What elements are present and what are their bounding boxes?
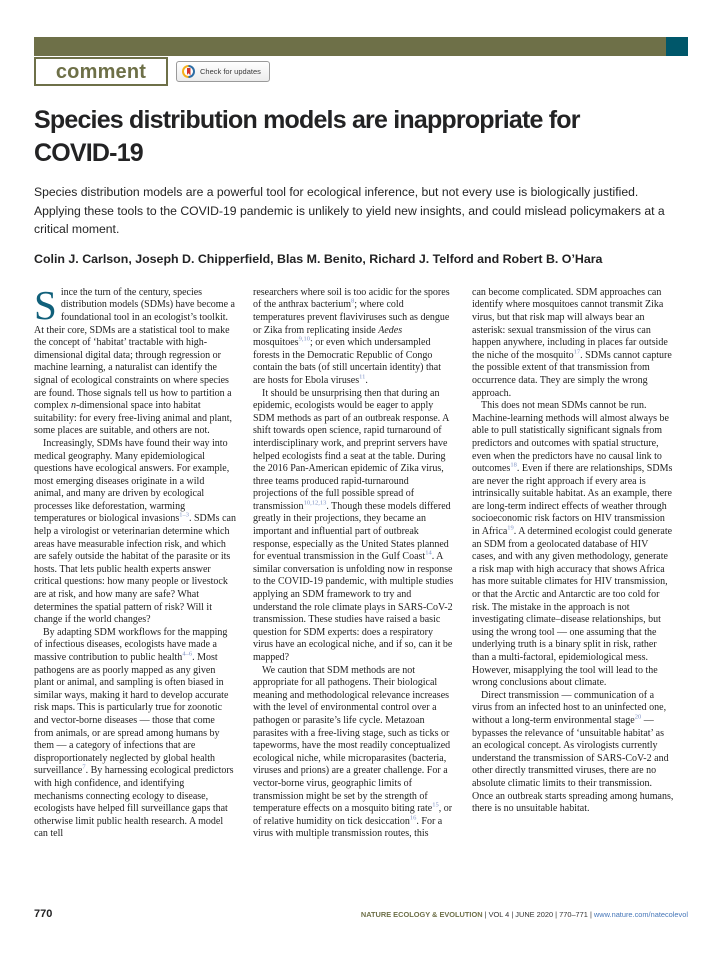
paragraph: researchers where soil is too acidic for the spores of the anthrax bacterium$^8$; where cold temperatures prevent flaviviruses such as dengue or Zika from replicating inside Aedes mosquitoes$^{9,10}$; or even which undersampled forests in the Democratic Republic of Congo contain the bats (of still uncertain identity) that are hosts for Ebola viruses$^{11}$. [253,286,450,386]
reference-marker: 9,10 [298,335,310,343]
reference-marker: 20 [634,713,642,721]
footer-url-link[interactable]: www.nature.com/natecolevol [593,910,688,919]
reference-marker: 19 [507,524,514,532]
reference-marker: 18 [510,461,517,469]
paragraph: Since the turn of the century, species distribution models (SDMs) have become a foundational tool in an ecologist’s toolkit. At their core, SDMs are a statistical tool to make the concept of ‘habitat’ tractable with high-dimensional digital data; through regression or machine learning, a naturalist can identify the signal of ecological constraints on where species are found. Those signals tell us how to partition a complex n-dimensional space into habitat suitability: for every free-living animal and plant, some places are suitable, and others are not. [34,281,235,437]
page-footer [34,908,688,920]
article-column-1 [34,281,236,841]
crossmark-icon [182,65,195,78]
section-color-bar [34,37,688,56]
italic-text: Aedes [378,324,403,336]
footer-journal-name: NATURE ECOLOGY & EVOLUTION [360,910,483,919]
reference-marker: 10,12,13 [303,499,327,507]
reference-marker: 15 [432,801,439,809]
title-line-1: Species distribution models are inappropriate for [34,106,580,134]
check-updates-button[interactable] [176,61,270,82]
footer-page-number: 770 [34,908,53,920]
reference-marker: 14 [425,549,432,557]
article-column-3 [472,287,674,841]
paragraph: It should be unsurprising then that during an epidemic, ecologists would be eager to apply SDM methods as part of an outbreak response. A shift towards open science, rapid turnaround of interdisciplinary work, and preprint servers have helped ecologists find a seat at the table. During the 2016 Pan-American epidemic of Zika virus, three teams produced rapid-turnaround projections of the full possible spread of transmission$^{10,12,13}$. Though these models differed greatly in their projections, they became an important and influential part of outbreak response, especially as the United States planned for eventual transmission in the Gulf Coast$^{14}$. A similar conversation is unfolding now in response to the COVID-19 pandemic, with multiple studies applying an SDM framework to try and understand the role climate plays in SARS-CoV-2 transmission. These studies have raised a basic question for SDM experts: does a respiratory virus have an ecological niche, and if so, can it be mapped? [253,387,454,663]
article-column-2 [253,287,455,841]
paragraph: We caution that SDM methods are not appropriate for all pathogens. Their biological meaning and methodological relevance increases with the level of environmental control over a pathogen or parasite’s life cycle. Metazoan parasites with a free-living stage, such as ticks or tapeworms, have the most readily conceptualized ecological niche, while microparasites (bacteria, viruses and prions) are a greater challenge. For a vector-borne virus, geographic limits of transmission might be set by the strength of temperature effects on a mosquito biting rate$^{15}$, or of relative humidity on tick desiccation$^{16}$. For a virus with multiple transmission routes, this [253,664,453,840]
olive-bar [34,37,666,56]
dropcap: S [34,281,57,328]
paragraph: Increasingly, SDMs have found their way into medical geography. Many epidemiological questions have ecological answers. For example, most emerging diseases originate in a wild animal, and many are driven by ecological processes like deforestation, warming temperatures or biological invasions$^{1-3}$. SDMs can help a virologist or veterinarian determine which areas have measurable infection risk, and which are safely outside the habitat of the parasite or its hosts. That lets public health experts answer critical questions: how many people or livestock are at risk, and how many are safe? What determines the spatial pattern of risk? Will it change if the world changes? [34,437,236,626]
footer-issue-info: | VOL 4 | JUNE 2020 | 770–771 | [482,910,594,919]
paragraph: This does not mean SDMs cannot be run. Machine-learning methods will almost always be able to pull statistically significant signals from predictors and outcomes with spatial structure, even when the predictors have no causal link to outcomes$^{18}$. Even if there are relationships, SDMs are never the right approach if every area is intrinsically suitable habitat. As an example, there are long-term indirect effects of weather through socioeconomic risk factors on HIV transmission in Africa$^{19}$. A determined ecologist could generate an SDM from a geolocated database of HIV cases, and with any given methodology, generate a risk map with high accuracy that shows Africa has more suitable climates for HIV transmission, or that the Arctic and Antarctic are too cold for risk. The mistake in the approach is not investigating climate–disease relationships, but using the wrong tool — one assuming that the underlying truth is a binary split in risk, rather than a multi-factoral, epidemiological mess. However, misapplying the tool will lead to the wrong conclusions about climate. [472,400,673,689]
reference-marker: 4–6 [182,650,193,658]
paragraph: Direct transmission — communication of a virus from an infected host to an uninfected one, without a long-term environmental stage$^{20}$ — bypasses the relevance of ‘unsuitable habitat’ as an ecological concept. As virologists currently understand the transmission of SARS-CoV-2 and other directly transmitted viruses, there are no absolute climatic limits to their transmission. Once an outbreak starts spreading among humans, there is no unsuitable habitat. [472,689,674,815]
title-line-2: COVID-19 [34,139,143,167]
section-label: comment [55,60,147,83]
footer-journal-info [361,910,688,919]
reference-marker: 1–3 [179,512,189,520]
reference-marker: 7 [82,764,86,772]
italic-text: n [70,400,76,412]
reference-marker: 8 [351,298,355,306]
article-content [34,104,684,841]
paragraph: By adapting SDM workflows for the mapping of infectious diseases, ecologists have made a massive contribution to public health$^{4-6}$. Most pathogens are as poorly mapped as any given plant or animal, and sampling is often biased in similar ways, making it hard to develop accurate risk maps. This is particularly true for zoonotic and vector-borne diseases — those that come from animals, or are spread among humans by them — a category of infections that are disproportionately neglected by global health surveillance$^7$. By harnessing ecological predictors with high confidence, and identifying mechanisms connecting ecology to disease, ecologists have helped fill surveillance gaps that otherwise limit public health research. A model can tell [34,626,234,840]
article-title [34,104,684,170]
reference-marker: 16 [409,814,417,822]
standfirst: Species distribution models are a powerful tool for ecological inference, but not every use is biologically justified. Applying these tools to the COVID-19 pandemic is unlikely to yield new insights, and could mislead policymakers at a critical moment. [34,185,665,237]
reference-marker: 11 [359,373,366,381]
paragraph: can become complicated. SDM approaches can identify where mosquitoes cannot transmit Zika virus, but that risk map will always bear an asterisk: sexual transmission of the virus can happen anywhere, including in places far outside the niche of the mosquito$^{17}$. SDMs cannot capture the possible extent of that transmission from occurrence data. They are simply the wrong approach. [472,286,672,399]
teal-accent-square [666,37,688,56]
article-body [34,281,684,841]
check-updates-label: Check for updates [200,67,261,76]
reference-marker: 17 [573,348,581,356]
section-label-box [34,57,168,86]
authors-byline: Colin J. Carlson, Joseph D. Chipperfield, Blas M. Benito, Richard J. Telford and Robert B. O’Hara [34,251,603,266]
